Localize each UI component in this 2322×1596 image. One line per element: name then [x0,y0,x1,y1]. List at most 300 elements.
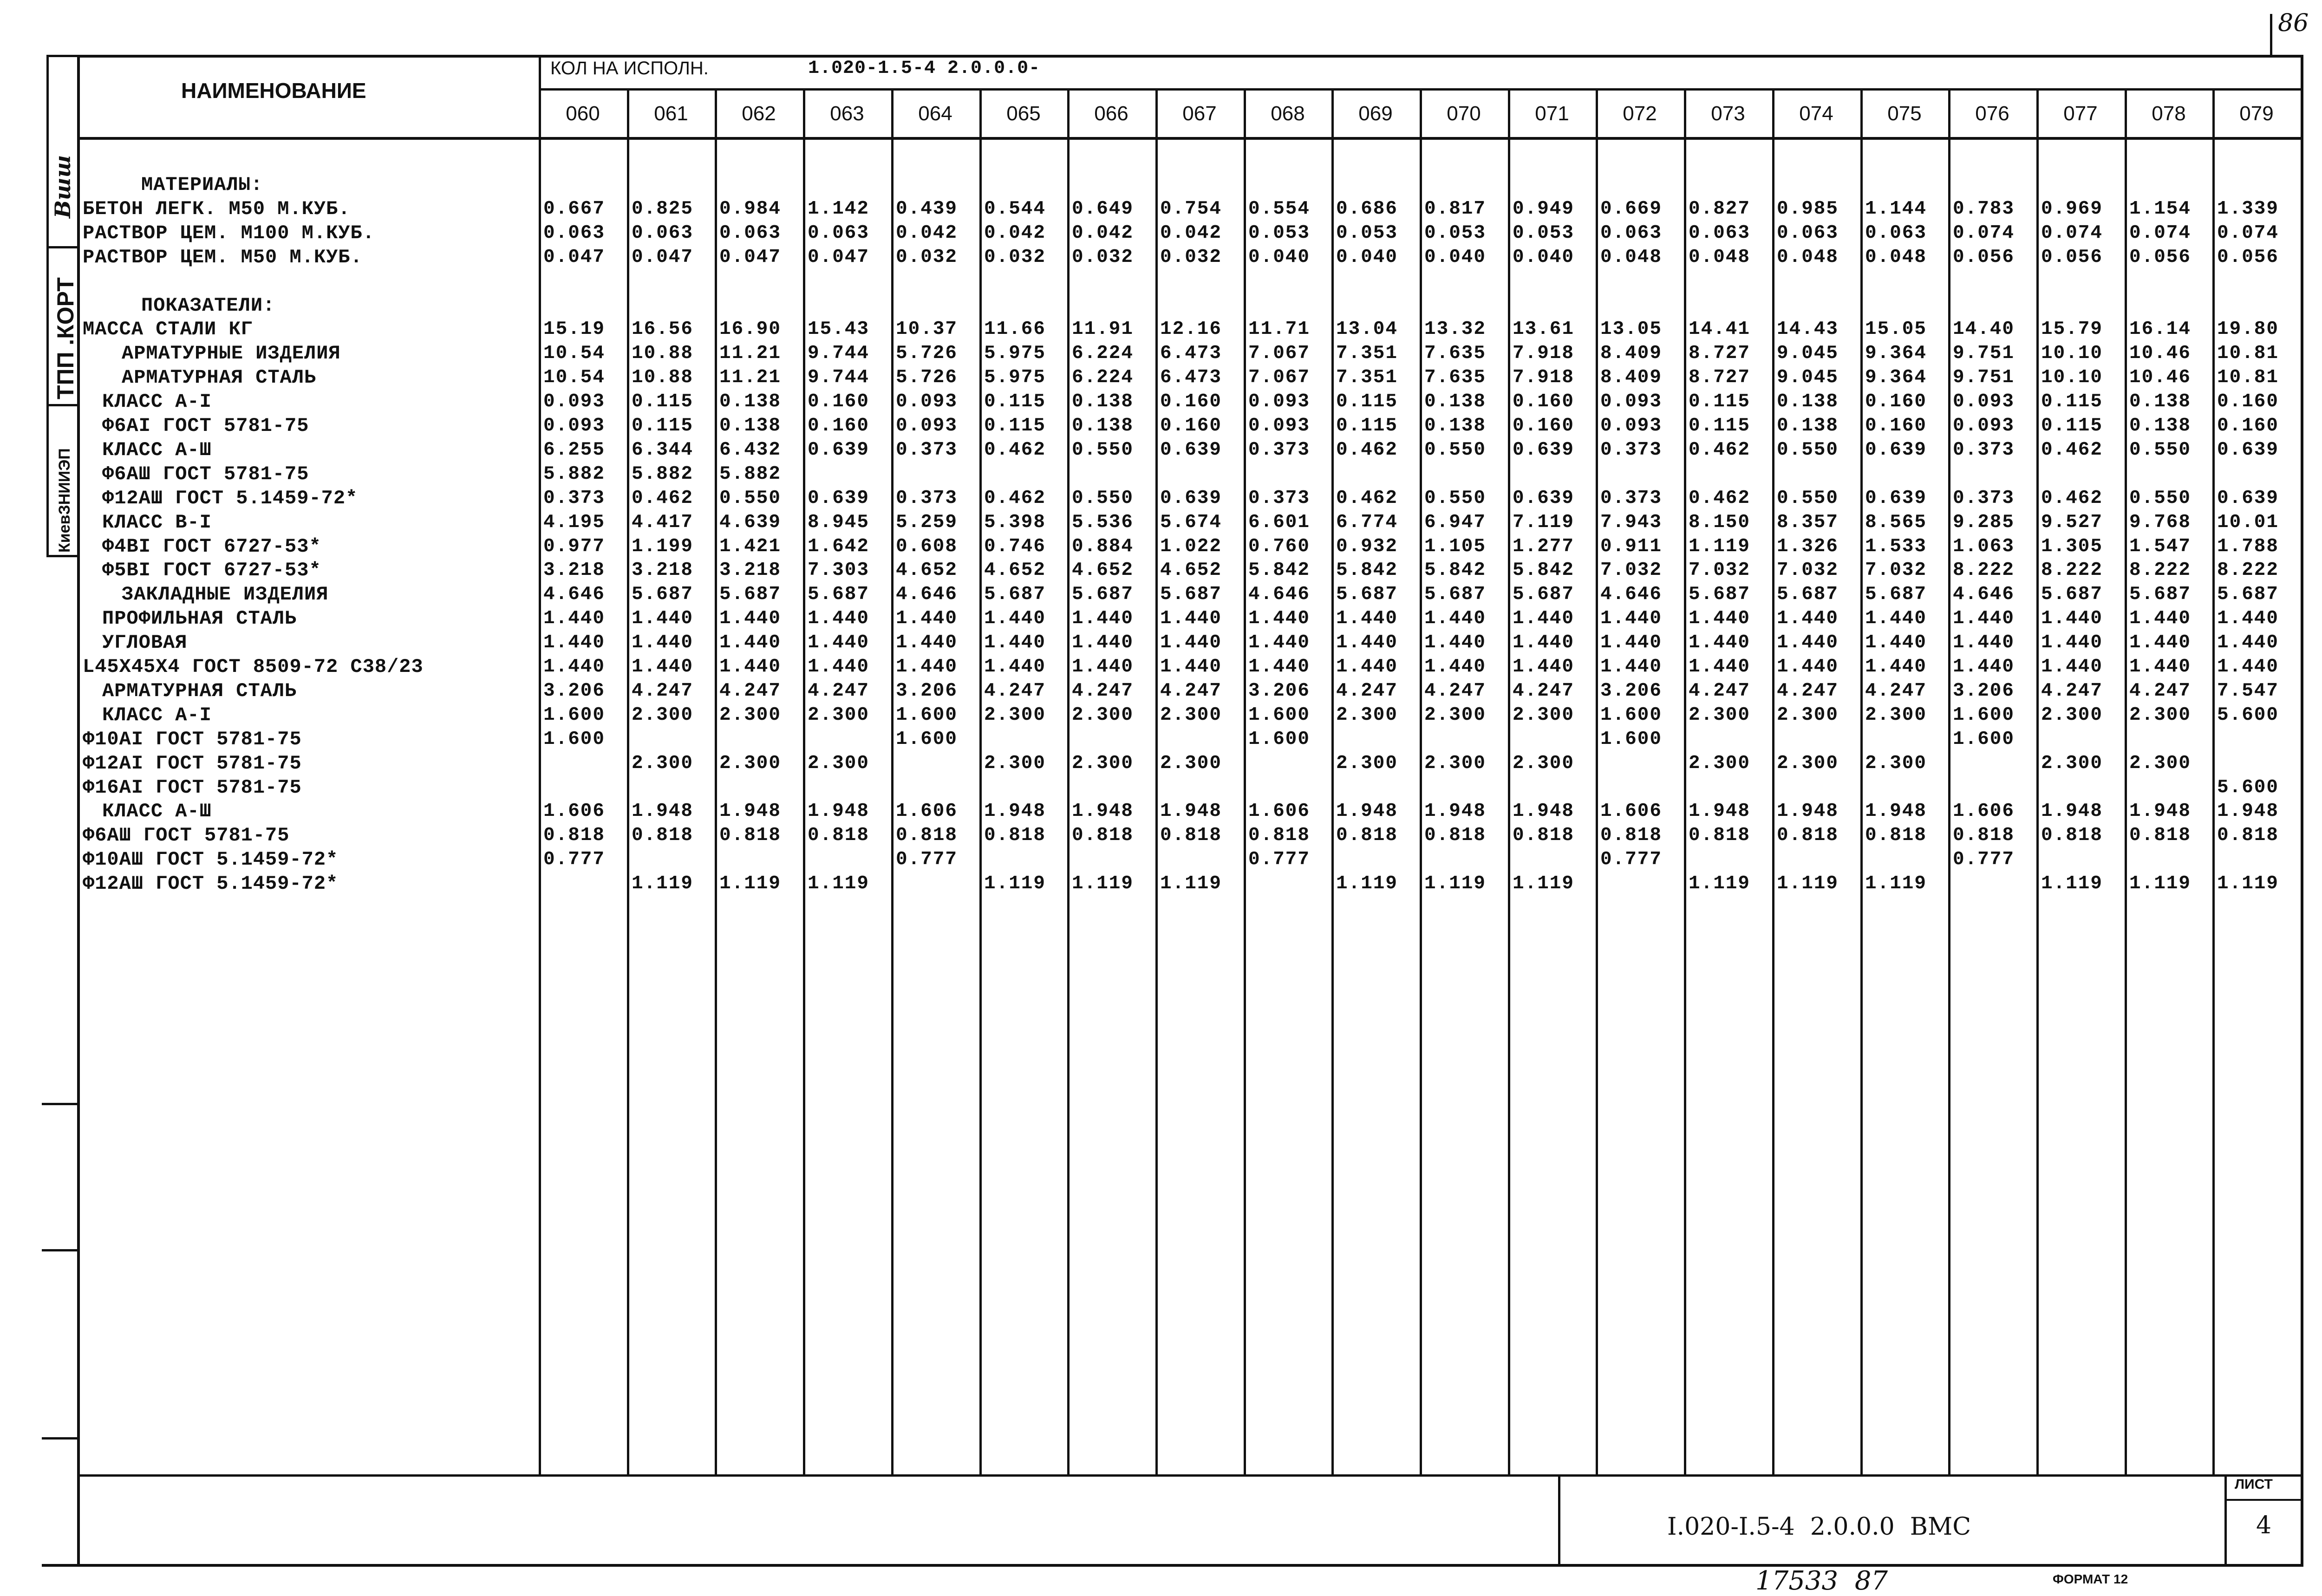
table-cell: 14.43 [1777,319,1839,340]
table-cell: 0.053 [1248,222,1311,244]
table-cell: 0.063 [1865,222,1927,244]
table-cell: 1.119 [1072,873,1134,894]
table-cell: 1.948 [2041,801,2103,822]
table-cell: 5.687 [719,584,782,605]
table-cell: 0.639 [808,439,870,461]
table-cell: 0.047 [632,247,694,268]
column-header: 077 [2063,102,2098,125]
table-cell: 2.300 [2129,753,2192,774]
table-cell: 2.300 [719,753,782,774]
table-cell: 5.687 [632,584,694,605]
table-cell: 1.119 [1424,873,1487,894]
table-cell: 1.600 [1600,704,1663,726]
table-cell: 1.440 [1072,608,1134,629]
table-cell: 1.948 [984,801,1046,822]
table-cell: 0.042 [896,222,958,244]
column-divider [1420,88,1422,1474]
column-header: 069 [1358,102,1393,125]
table-cell: 4.247 [1865,680,1927,702]
table-cell: 4.247 [1777,680,1839,702]
table-cell: 0.777 [1600,849,1663,870]
table-cell: 0.554 [1248,198,1311,220]
column-header: 065 [1006,102,1041,125]
table-cell: 1.421 [719,536,782,557]
table-cell: 1.440 [1336,608,1398,629]
table-cell: 6.224 [1072,343,1134,364]
table-cell: 1.600 [1953,729,2015,750]
table-cell: 1.119 [1865,873,1927,894]
table-cell: 5.975 [984,343,1046,364]
table-cell: 1.119 [808,873,870,894]
table-cell: 1.440 [896,632,958,653]
table-cell: 0.063 [808,222,870,244]
table-cell: 2.300 [1689,704,1751,726]
table-cell: 5.687 [2129,584,2192,605]
table-cell: 1.600 [1600,729,1663,750]
table-cell: 9.768 [2129,512,2192,533]
table-cell: 1.948 [1689,801,1751,822]
table-cell: 11.91 [1072,319,1134,340]
table-cell: 5.536 [1072,512,1134,533]
table-cell: 0.160 [808,415,870,436]
table-cell: 11.66 [984,319,1046,340]
row-label: L45X45X4 ГОСТ 8509-72 С38/23 [83,656,424,678]
table-cell: 1.440 [632,632,694,653]
table-cell: 1.440 [1600,656,1663,677]
table-cell: 13.05 [1600,319,1663,340]
side-stamp-top [46,55,79,57]
table-cell: 0.550 [719,488,782,509]
table-cell: 1.440 [1336,656,1398,677]
table-cell: 0.462 [2041,488,2103,509]
table-cell: 2.300 [1513,753,1575,774]
table-cell: 10.81 [2217,343,2279,364]
sheet-box-left [2224,1474,2227,1566]
table-cell: 7.918 [1513,343,1575,364]
side-stamp-divider-2 [46,404,79,406]
table-cell: 1.119 [1160,873,1222,894]
table-cell: 7.351 [1336,343,1398,364]
table-cell: 7.032 [1689,560,1751,581]
table-cell: 1.022 [1160,536,1222,557]
table-cell: 0.047 [719,247,782,268]
table-cell: 2.300 [1072,753,1134,774]
table-cell: 0.040 [1248,247,1311,268]
table-cell: 1.600 [1953,704,2015,726]
table-cell: 2.300 [1777,704,1839,726]
column-header: 066 [1094,102,1128,125]
table-cell: 0.462 [984,439,1046,461]
table-cell: 2.300 [984,704,1046,726]
row-label: Ф12АШ ГОСТ 5.1459-72* [83,873,339,895]
row-label: КЛАСС А-Ш [102,800,212,822]
table-cell: 4.646 [1248,584,1311,605]
table-cell: 12.16 [1160,319,1222,340]
table-cell: 0.818 [1424,825,1487,846]
table-cell: 0.777 [1953,849,2015,870]
table-cell: 0.048 [1600,247,1663,268]
table-cell: 0.639 [2217,488,2279,509]
table-cell: 8.222 [1953,560,2015,581]
title-block-top [77,1474,2303,1477]
table-cell: 2.300 [2129,704,2192,726]
row-label: КЛАСС А-I [102,391,212,413]
table-cell: 5.687 [2217,584,2279,605]
table-cell: 7.067 [1248,367,1311,388]
column-divider [627,88,629,1474]
table-cell: 0.160 [1513,415,1575,436]
table-cell: 0.932 [1336,536,1398,557]
column-divider [803,88,805,1474]
table-cell: 1.440 [1953,608,2015,629]
table-cell: 0.053 [1424,222,1487,244]
table-cell: 1.440 [1160,608,1222,629]
table-cell: 5.687 [1336,584,1398,605]
table-cell: 0.818 [2129,825,2192,846]
table-cell: 0.048 [1777,247,1839,268]
table-cell: 5.882 [543,463,606,485]
table-cell: 8.222 [2129,560,2192,581]
column-divider [1684,88,1686,1474]
row-label: КЛАСС В-I [102,511,212,534]
table-cell: 4.639 [719,512,782,533]
column-divider [1772,88,1774,1474]
table-cell: 14.41 [1689,319,1751,340]
table-cell: 4.646 [1953,584,2015,605]
side-stamp-divider-3 [46,555,79,557]
table-cell: 1.600 [896,729,958,750]
table-cell: 0.093 [1248,391,1311,412]
table-cell: 4.652 [1160,560,1222,581]
table-cell: 7.032 [1777,560,1839,581]
table-cell: 4.247 [1689,680,1751,702]
table-cell: 1.119 [632,873,694,894]
table-cell: 4.247 [1072,680,1134,702]
table-cell: 0.817 [1424,198,1487,220]
table-cell: 0.063 [1777,222,1839,244]
table-cell: 0.550 [1777,439,1839,461]
table-cell: 1.948 [2129,801,2192,822]
table-cell: 2.300 [1777,753,1839,774]
column-header: 072 [1623,102,1657,125]
table-cell: 0.667 [543,198,606,220]
table-cell: 9.751 [1953,343,2015,364]
table-cell: 5.398 [984,512,1046,533]
table-cell: 0.439 [896,198,958,220]
table-cell: 1.440 [1600,608,1663,629]
table-cell: 4.652 [896,560,958,581]
table-cell: 0.093 [1953,415,2015,436]
row-label: КЛАСС А-I [102,704,212,726]
table-cell: 8.222 [2217,560,2279,581]
table-cell: 0.074 [1953,222,2015,244]
kol-header: КОЛ НА ИСПОЛН. [550,58,709,78]
table-cell: 4.195 [543,512,606,533]
table-cell: 0.093 [896,391,958,412]
row-label: АРМАТУРНАЯ СТАЛЬ [102,680,297,702]
column-divider [1244,88,1246,1474]
table-cell: 0.138 [1424,415,1487,436]
column-divider [1331,88,1334,1474]
row-label: МАССА СТАЛИ КГ [83,318,253,340]
table-cell: 5.687 [1513,584,1575,605]
row-label: АРМАТУРНАЯ СТАЛЬ [122,366,317,389]
column-header: 070 [1447,102,1481,125]
table-cell: 4.652 [1072,560,1134,581]
table-cell: 2.300 [1424,704,1487,726]
column-header: 074 [1799,102,1833,125]
column-header: 076 [1975,102,2009,125]
title-block-divider [1558,1474,1560,1566]
table-cell: 7.635 [1424,343,1487,364]
table-cell: 6.432 [719,439,782,461]
table-cell: 1.119 [2129,873,2192,894]
row-label: Ф4ВI ГОСТ 6727-53* [102,535,321,558]
table-cell: 0.093 [543,391,606,412]
table-cell: 2.300 [1865,753,1927,774]
table-cell: 0.639 [1513,488,1575,509]
table-cell: 0.053 [1513,222,1575,244]
table-cell: 0.818 [2217,825,2279,846]
name-header: НАИМЕНОВАНИЕ [181,78,366,103]
row-label: Ф12АШ ГОСТ 5.1459-72* [102,487,358,509]
sheet-box-mid [2224,1499,2303,1501]
table-cell: 7.351 [1336,367,1398,388]
table-cell: 0.686 [1336,198,1398,220]
table-cell: 5.687 [984,584,1046,605]
table-cell: 0.032 [984,247,1046,268]
table-cell: 3.206 [543,680,606,702]
table-cell: 0.160 [1865,391,1927,412]
table-cell: 5.842 [1513,560,1575,581]
column-header: 078 [2152,102,2186,125]
table-cell: 4.247 [808,680,870,702]
table-cell: 1.948 [808,801,870,822]
table-cell: 1.119 [2217,873,2279,894]
table-cell: 0.818 [543,825,606,846]
table-cell: 1.063 [1953,536,2015,557]
table-cell: 0.138 [2129,391,2192,412]
table-cell: 0.063 [719,222,782,244]
format-label: ФОРМАТ 12 [2053,1572,2128,1586]
table-cell: 8.222 [2041,560,2103,581]
row-label: РАСТВОР ЦЕМ. М50 М.КУБ. [83,246,363,268]
table-cell: 2.300 [1513,704,1575,726]
table-cell: 1.440 [1248,632,1311,653]
table-cell: 1.119 [1513,873,1575,894]
table-cell: 1.440 [1072,656,1134,677]
table-cell: 0.949 [1513,198,1575,220]
table-cell: 1.119 [2041,873,2103,894]
table-cell: 1.440 [719,608,782,629]
table-cell: 1.948 [1777,801,1839,822]
table-cell: 1.440 [1600,632,1663,653]
table-cell: 4.247 [1424,680,1487,702]
row-label: Ф6АШ ГОСТ 5781-75 [83,824,290,847]
table-cell: 1.440 [1865,608,1927,629]
table-cell: 1.440 [2129,656,2192,677]
table-cell: 0.115 [2041,391,2103,412]
frame-bottom [42,1564,2303,1567]
frame-right [2301,55,2303,1567]
table-cell: 0.032 [896,247,958,268]
table-cell: 1.606 [1248,801,1311,822]
table-cell: 1.440 [808,608,870,629]
table-cell: 0.818 [808,825,870,846]
table-cell: 0.074 [2041,222,2103,244]
table-cell: 1.440 [543,656,606,677]
table-cell: 0.550 [1777,488,1839,509]
table-cell: 2.300 [1424,753,1487,774]
table-cell: 0.032 [1160,247,1222,268]
table-cell: 0.115 [1689,391,1751,412]
table-cell: 5.687 [808,584,870,605]
table-cell: 5.975 [984,367,1046,388]
table-cell: 0.056 [2041,247,2103,268]
table-cell: 0.032 [1072,247,1134,268]
table-cell: 1.948 [1072,801,1134,822]
table-cell: 0.373 [896,488,958,509]
table-cell: 19.80 [2217,319,2279,340]
table-cell: 2.300 [1336,753,1398,774]
table-cell: 1.440 [1248,656,1311,677]
table-cell: 5.259 [896,512,958,533]
table-cell: 7.032 [1865,560,1927,581]
table-cell: 9.285 [1953,512,2015,533]
row-label: Ф10АI ГОСТ 5781-75 [83,728,302,750]
table-cell: 2.300 [632,753,694,774]
table-cell: 1.440 [896,656,958,677]
table-cell: 0.639 [1513,439,1575,461]
table-cell: 8.357 [1777,512,1839,533]
table-cell: 0.115 [1336,391,1398,412]
table-cell: 1.440 [2041,608,2103,629]
table-cell: 6.473 [1160,343,1222,364]
table-cell: 5.687 [2041,584,2103,605]
table-cell: 1.440 [1336,632,1398,653]
table-cell: 5.687 [1160,584,1222,605]
table-cell: 11.71 [1248,319,1311,340]
table-cell: 6.774 [1336,512,1398,533]
handwritten-number: 17533 87 [1755,1566,1888,1596]
table-cell: 9.527 [2041,512,2103,533]
table-cell: 5.674 [1160,512,1222,533]
side-stamp-divider-1 [46,246,79,248]
table-cell: 0.639 [1160,439,1222,461]
table-cell: 0.047 [543,247,606,268]
table-cell: 0.138 [1072,415,1134,436]
table-cell: 14.40 [1953,319,2015,340]
side-stamp-org: КиевЗНИИЭП [56,448,73,553]
table-cell: 3.218 [719,560,782,581]
column-divider [1508,88,1510,1474]
table-cell: 0.818 [1600,825,1663,846]
table-cell: 1.440 [808,632,870,653]
table-cell: 1.440 [896,608,958,629]
table-cell: 1.948 [1336,801,1398,822]
table-cell: 4.247 [2041,680,2103,702]
table-cell: 0.825 [632,198,694,220]
table-cell: 0.818 [632,825,694,846]
table-cell: 5.687 [1865,584,1927,605]
table-cell: 6.255 [543,439,606,461]
table-cell: 1.440 [1513,656,1575,677]
table-cell: 4.247 [1160,680,1222,702]
table-cell: 0.818 [1865,825,1927,846]
table-cell: 0.373 [1248,439,1311,461]
table-cell: 0.544 [984,198,1046,220]
column-divider [979,88,982,1474]
table-cell: 5.842 [1424,560,1487,581]
edge-tick-3 [42,1437,77,1440]
table-cell: 0.373 [1248,488,1311,509]
table-cell: 6.601 [1248,512,1311,533]
table-cell: 1.948 [2217,801,2279,822]
column-header: 063 [830,102,864,125]
table-cell: 2.300 [1865,704,1927,726]
table-cell: 1.440 [1689,656,1751,677]
table-cell: 1.440 [1424,608,1487,629]
table-cell: 8.727 [1689,367,1751,388]
table-cell: 10.88 [632,367,694,388]
table-cell: 11.21 [719,343,782,364]
table-cell: 0.818 [896,825,958,846]
table-cell: 0.373 [1600,488,1663,509]
table-cell: 0.777 [543,849,606,870]
table-cell: 13.32 [1424,319,1487,340]
table-cell: 0.063 [543,222,606,244]
table-cell: 0.462 [632,488,694,509]
side-stamp-series: ТПП .КОРТ [52,277,78,399]
table-cell: 0.639 [1865,439,1927,461]
table-cell: 13.04 [1336,319,1398,340]
table-cell: 0.649 [1072,198,1134,220]
table-cell: 1.440 [2217,656,2279,677]
table-cell: 0.777 [1248,849,1311,870]
table-cell: 7.119 [1513,512,1575,533]
sheet-number: 4 [2256,1511,2272,1539]
table-cell: 0.783 [1953,198,2015,220]
row-label: ПОКАЗАТЕЛИ: [141,294,275,317]
table-cell: 5.687 [1072,584,1134,605]
table-cell: 5.882 [632,463,694,485]
table-cell: 0.911 [1600,536,1663,557]
edge-tick-1 [42,1103,77,1105]
column-header: 060 [566,102,600,125]
table-cell: 1.948 [632,801,694,822]
table-cell: 0.138 [719,391,782,412]
table-cell: 1.440 [1513,632,1575,653]
table-cell: 0.639 [1865,488,1927,509]
table-cell: 2.300 [808,753,870,774]
table-cell: 5.600 [2217,704,2279,726]
table-cell: 0.373 [1953,439,2015,461]
table-cell: 1.600 [543,704,606,726]
table-cell: 0.074 [2129,222,2192,244]
table-cell: 2.300 [1336,704,1398,726]
table-cell: 0.138 [2129,415,2192,436]
table-cell: 1.948 [719,801,782,822]
table-cell: 1.144 [1865,198,1927,220]
table-cell: 0.040 [1513,247,1575,268]
table-cell: 0.373 [1953,488,2015,509]
table-cell: 0.115 [2041,415,2103,436]
table-cell: 1.119 [719,873,782,894]
table-cell: 0.056 [1953,247,2015,268]
table-cell: 4.247 [1513,680,1575,702]
table-cell: 1.119 [1777,873,1839,894]
table-cell: 7.635 [1424,367,1487,388]
